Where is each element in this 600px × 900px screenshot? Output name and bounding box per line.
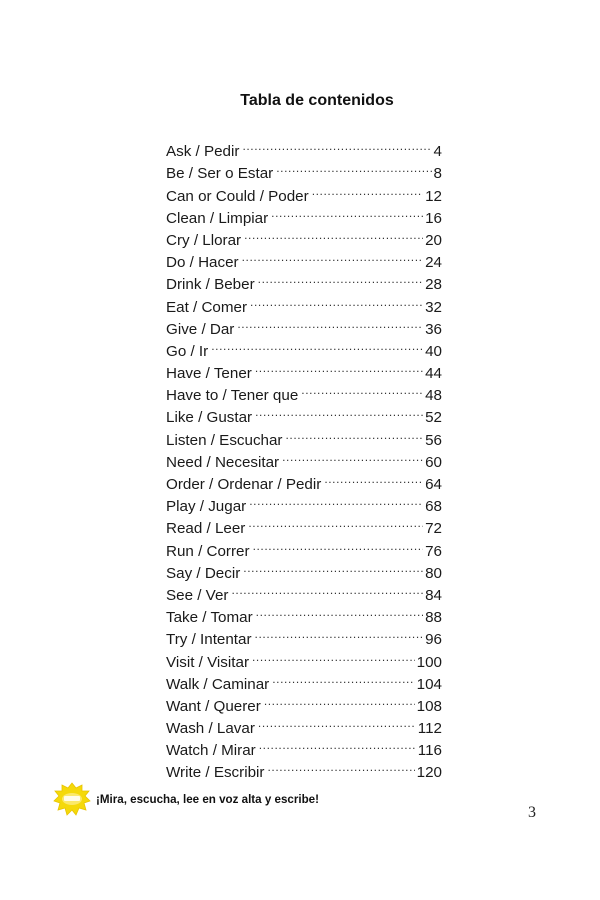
toc-dot-leader	[272, 667, 414, 689]
footer-tagline: ¡Mira, escucha, lee en voz alta y escribe!	[96, 793, 319, 806]
toc-entry-page: 16	[425, 209, 442, 227]
toc-entry-page: 68	[425, 498, 442, 516]
toc-entry-page: 48	[425, 387, 442, 405]
toc-entry-label: Walk / Caminar	[166, 675, 270, 693]
toc-dot-leader	[258, 267, 423, 289]
toc-dot-leader	[258, 711, 416, 733]
toc-dot-leader	[264, 689, 415, 711]
toc-dot-leader	[267, 755, 414, 777]
toc-entry-page: 4	[433, 143, 442, 161]
toc-entry-label: Do / Hacer	[166, 254, 239, 272]
toc-entry-label: Write / Escribir	[166, 764, 265, 782]
toc-entry-label: Ask / Pedir	[166, 143, 240, 161]
toc-dot-leader	[256, 600, 423, 622]
toc-dot-leader	[249, 489, 423, 511]
toc-entry-label: Read / Leer	[166, 520, 246, 538]
toc-dot-leader	[237, 312, 423, 334]
toc-entry-label: Want / Querer	[166, 697, 261, 715]
toc-entry-label: Try / Intentar	[166, 631, 252, 649]
toc-dot-leader	[271, 201, 423, 223]
toc-entry-label: Drink / Beber	[166, 276, 255, 294]
toc-entry-page: 120	[416, 764, 442, 782]
toc-entry-label: Order / Ordenar / Pedir	[166, 476, 322, 493]
toc-dot-leader	[242, 245, 424, 267]
toc-entry-page: 108	[416, 697, 442, 715]
toc-entry-label: Clean / Limpiar	[166, 209, 269, 227]
toc-entry-page: 72	[425, 520, 442, 538]
toc-entry-page: 76	[425, 542, 442, 560]
toc-dot-leader	[286, 422, 424, 444]
toc-entry-label: Listen / Escuchar	[166, 431, 283, 449]
table-of-contents	[166, 134, 442, 782]
toc-dot-leader	[253, 533, 424, 555]
toc-entry-label: See / Ver	[166, 586, 229, 604]
toc-entry-label: Say / Decir	[166, 564, 241, 582]
toc-entry-label: Play / Jugar	[166, 498, 247, 516]
toc-entry-page: 84	[425, 586, 442, 604]
toc-entry-label: Can or Could / Poder	[166, 187, 309, 205]
toc-entry-label: Wash / Lavar	[166, 720, 255, 738]
toc-entry-label: Be / Ser o Estar	[166, 165, 274, 183]
toc-entry-page: 60	[425, 453, 442, 471]
toc-entry-page: 52	[425, 409, 442, 427]
toc-entry-page: 20	[425, 231, 442, 249]
toc-dot-leader	[211, 334, 423, 356]
toc-entry-page: 12	[425, 187, 442, 205]
toc-dot-leader	[255, 356, 423, 378]
toc-entry-page: 112	[417, 720, 442, 738]
toc-dot-leader	[248, 511, 423, 533]
toc-dot-leader	[282, 445, 423, 467]
toc-entry-page: 96	[425, 631, 442, 649]
toc-entry-label: Have / Tener	[166, 365, 252, 383]
toc-entry-label: Run / Correr	[166, 542, 250, 560]
toc-entry-page: 56	[425, 431, 442, 449]
toc-entry-page: 44	[425, 365, 442, 383]
toc-entry-label: Have to / Tener que	[166, 387, 299, 405]
toc-entry-page: 88	[425, 609, 442, 627]
toc-entry-label: Go / Ir	[166, 342, 209, 360]
toc-entry-label: Need / Necesitar	[166, 453, 280, 471]
toc-entry-page: 116	[417, 742, 442, 760]
toc-dot-leader	[301, 378, 423, 400]
toc-entry-page: 104	[416, 675, 442, 693]
toc-entry-page: 100	[416, 653, 442, 671]
toc-dot-leader	[242, 134, 431, 156]
toc-entry-page: 24	[425, 254, 442, 272]
toc-entry-label: Take / Tomar	[166, 609, 253, 627]
page-title: Tabla de contenidos	[240, 92, 394, 109]
toc-dot-leader	[255, 622, 424, 644]
toc-entry-label: Cry / Llorar	[166, 231, 242, 249]
toc-dot-leader	[255, 400, 423, 422]
toc-entry-label: Like / Gustar	[166, 409, 253, 427]
toc-dot-leader	[259, 733, 416, 755]
toc-dot-leader	[250, 289, 423, 311]
toc-dot-leader	[243, 556, 423, 578]
toc-dot-leader	[324, 467, 423, 489]
toc-entry-page: 28	[425, 276, 442, 294]
toc-entry-page: 36	[425, 320, 442, 338]
toc-entry[interactable]	[166, 134, 442, 161]
yellow-splash-logo-icon	[53, 782, 91, 816]
toc-entry-page: 80	[425, 564, 442, 582]
toc-dot-leader	[244, 223, 423, 245]
toc-dot-leader	[312, 178, 423, 200]
toc-entry-page: 64	[425, 476, 442, 493]
toc-entry-page: 40	[425, 342, 442, 360]
toc-dot-leader	[276, 156, 431, 178]
toc-entry-label: Give / Dar	[166, 320, 235, 338]
toc-entry-label: Eat / Comer	[166, 298, 248, 316]
toc-dot-leader	[252, 644, 415, 666]
page-number: 3	[528, 804, 536, 821]
toc-entry-page: 8	[433, 165, 442, 183]
toc-entry-page: 32	[425, 298, 442, 316]
toc-entry-label: Visit / Visitar	[166, 653, 249, 671]
toc-dot-leader	[231, 578, 423, 600]
toc-entry-label: Watch / Mirar	[166, 742, 256, 760]
